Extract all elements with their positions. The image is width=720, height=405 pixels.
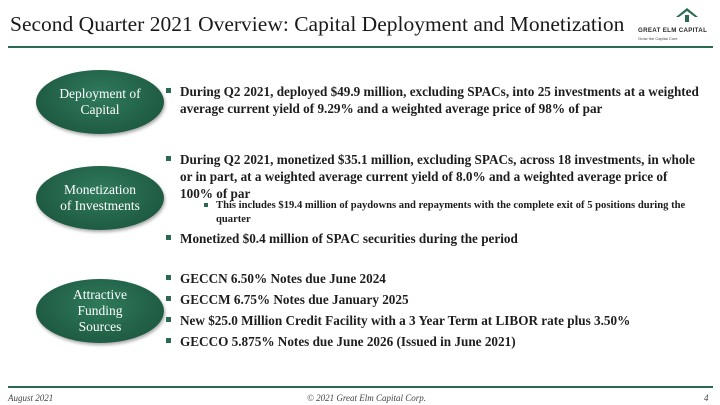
footer-divider <box>8 386 713 388</box>
section-label-text: Attractive Funding Sources <box>73 287 127 334</box>
bullet-item: GECCN 6.50% Notes due June 2024 <box>180 271 700 288</box>
company-logo <box>636 8 712 42</box>
sub-bullet-marker <box>204 203 208 207</box>
bullet-marker <box>166 156 171 161</box>
bullet-item: During Q2 2021, monetized $35.1 million, excluding SPACs, across 18 investments, in whole or in part, at a weighted average current yield of 8.0% and a weighted average price of 100% of par <box>180 152 700 202</box>
logo-tagline: Grow the Capital Core <box>638 36 678 41</box>
bullet-marker <box>166 296 171 301</box>
section-label-funding <box>36 279 164 343</box>
house-roof-icon <box>676 8 698 22</box>
footer-copyright: © 2021 Great Elm Capital Corp. <box>307 393 427 403</box>
page-title: Second Quarter 2021 Overview: Capital Deployment and Monetization <box>10 12 625 36</box>
page-number: 4 <box>704 393 709 403</box>
bullet-item: Monetized $0.4 million of SPAC securities during the period <box>180 231 700 248</box>
bullet-marker <box>166 275 171 280</box>
section-label-monetization <box>36 166 164 230</box>
section-label-text: Monetization of Investments <box>60 182 140 213</box>
bullet-marker <box>166 88 171 93</box>
bullet-marker <box>166 235 171 240</box>
bullet-marker <box>166 338 171 343</box>
sub-bullet-item: This includes $19.4 million of paydowns and repayments with the complete exit of 5 positions during the quarter <box>216 199 686 226</box>
bullet-item: GECCO 5.875% Notes due June 2026 (Issued in June 2021) <box>180 334 700 351</box>
bullet-marker <box>166 317 171 322</box>
footer-date: August 2021 <box>8 393 54 403</box>
logo-name: GREAT ELM CAPITAL <box>638 27 708 34</box>
bullet-item: New $25.0 Million Credit Facility with a 3 Year Term at LIBOR rate plus 3.50% <box>180 313 700 330</box>
section-label-text: Deployment of Capital <box>59 86 141 117</box>
bullet-item: GECCM 6.75% Notes due January 2025 <box>180 292 700 309</box>
bullet-item: During Q2 2021, deployed $49.9 million, excluding SPACs, into 25 investments at a weighted average current yield of 9.29% and a weighted average price of 98% of par <box>180 84 700 118</box>
section-label-deployment <box>36 70 164 134</box>
header-divider <box>8 46 713 48</box>
